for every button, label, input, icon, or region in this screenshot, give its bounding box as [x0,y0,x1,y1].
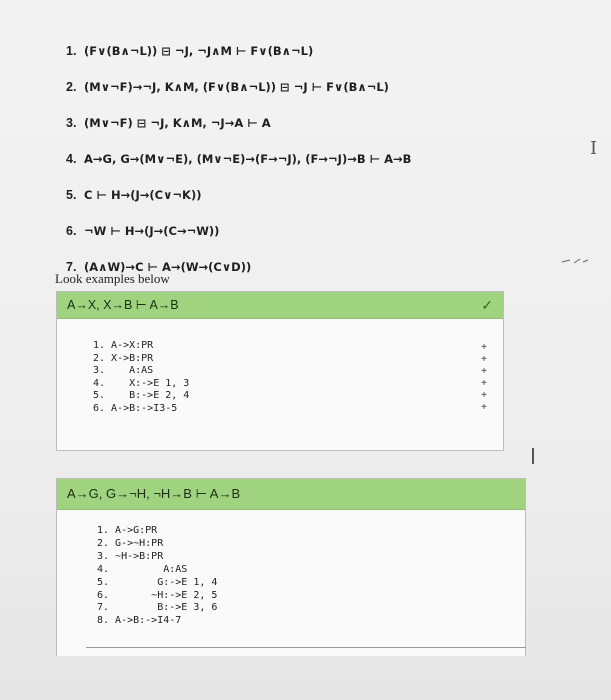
problem-text: (A∧W)→C ⊢ A→(W→(C∨D)) [84,260,252,274]
problem-text: ¬W ⊢ H→(J→(C→¬W)) [84,224,220,238]
plus-icon[interactable]: + [481,354,487,365]
problem-text: A→G, G→(M∨¬E), (M∨¬E)→(F→¬J), (F→¬J)→B ⊢ A→B [84,152,412,166]
problem-number: 5. [66,188,77,202]
text-cursor-icon: I [590,138,598,159]
problem-item [66,220,586,256]
proof-lines [93,340,189,415]
problem-text: (M∨¬F) ⊟ ¬J, K∧M, ¬J→A ⊢ A [84,116,271,130]
example-sequent: A→G, G→¬H, ¬H→B ⊢ A→B [67,486,241,501]
problem-list [66,40,586,292]
proof-line: 8. A->B:->I4-7 [97,615,182,627]
problem-item [66,76,586,112]
problem-number: 1. [66,44,77,58]
proof-line: 3. A:AS [93,365,154,376]
proof-line: 4. X:->E 1, 3 [93,377,190,389]
add-line-controls [478,342,490,414]
problem-text: C ⊢ H→(J→(C∨¬K)) [84,188,202,202]
plus-icon[interactable]: + [481,342,487,353]
examples-heading: Look examples below [55,271,170,286]
proof-line: 7. B:->E 3, 6 [97,602,218,614]
problem-text: (F∨(B∧¬L)) ⊟ ¬J, ¬J∧M ⊢ F∨(B∧¬L) [84,44,314,58]
problem-item [66,40,586,76]
check-icon: ✓ [481,297,493,313]
proof-line: 5. B:->E 2, 4 [93,390,190,401]
problem-number: 4. [66,152,77,166]
pencil-mark [560,256,590,266]
pencil-mark [532,448,534,464]
example-box[interactable] [56,291,504,451]
proof-line: 2. G->~H:PR [97,537,164,549]
divider [86,647,526,648]
example-header[interactable] [57,479,525,510]
proof-line: 6. A->B:->I3-5 [93,402,178,414]
proof-line: 5. G:->E 1, 4 [97,576,218,588]
plus-icon[interactable]: + [481,402,487,413]
example-header[interactable] [57,292,503,319]
proof-line: 3. ~H->B:PR [97,550,164,562]
plus-icon[interactable]: + [481,366,487,377]
problem-text: (M∨¬F)→¬J, K∧M, (F∨(B∧¬L)) ⊟ ¬J ⊢ F∨(B∧¬L) [84,80,389,94]
plus-icon[interactable]: + [481,390,487,401]
problem-item [66,112,586,148]
problem-number: 6. [66,224,77,238]
proof-line: 1. A->G:PR [97,525,158,536]
proof-line: 4. A:AS [97,563,188,575]
problem-number: 3. [66,116,77,130]
proof-line: 2. X->B:PR [93,352,154,364]
problem-number: 7. [66,260,77,274]
example-box[interactable] [56,478,526,656]
problem-number: 2. [66,80,77,94]
proof-line: 1. A->X:PR [93,340,154,351]
problem-item [66,184,586,220]
example-sequent: A→X, X→B ⊢ A→B [67,298,179,312]
plus-icon[interactable]: + [481,378,487,389]
proof-line: 6. ~H:->E 2, 5 [97,589,218,601]
problem-item [66,148,586,184]
proof-lines [97,525,217,628]
